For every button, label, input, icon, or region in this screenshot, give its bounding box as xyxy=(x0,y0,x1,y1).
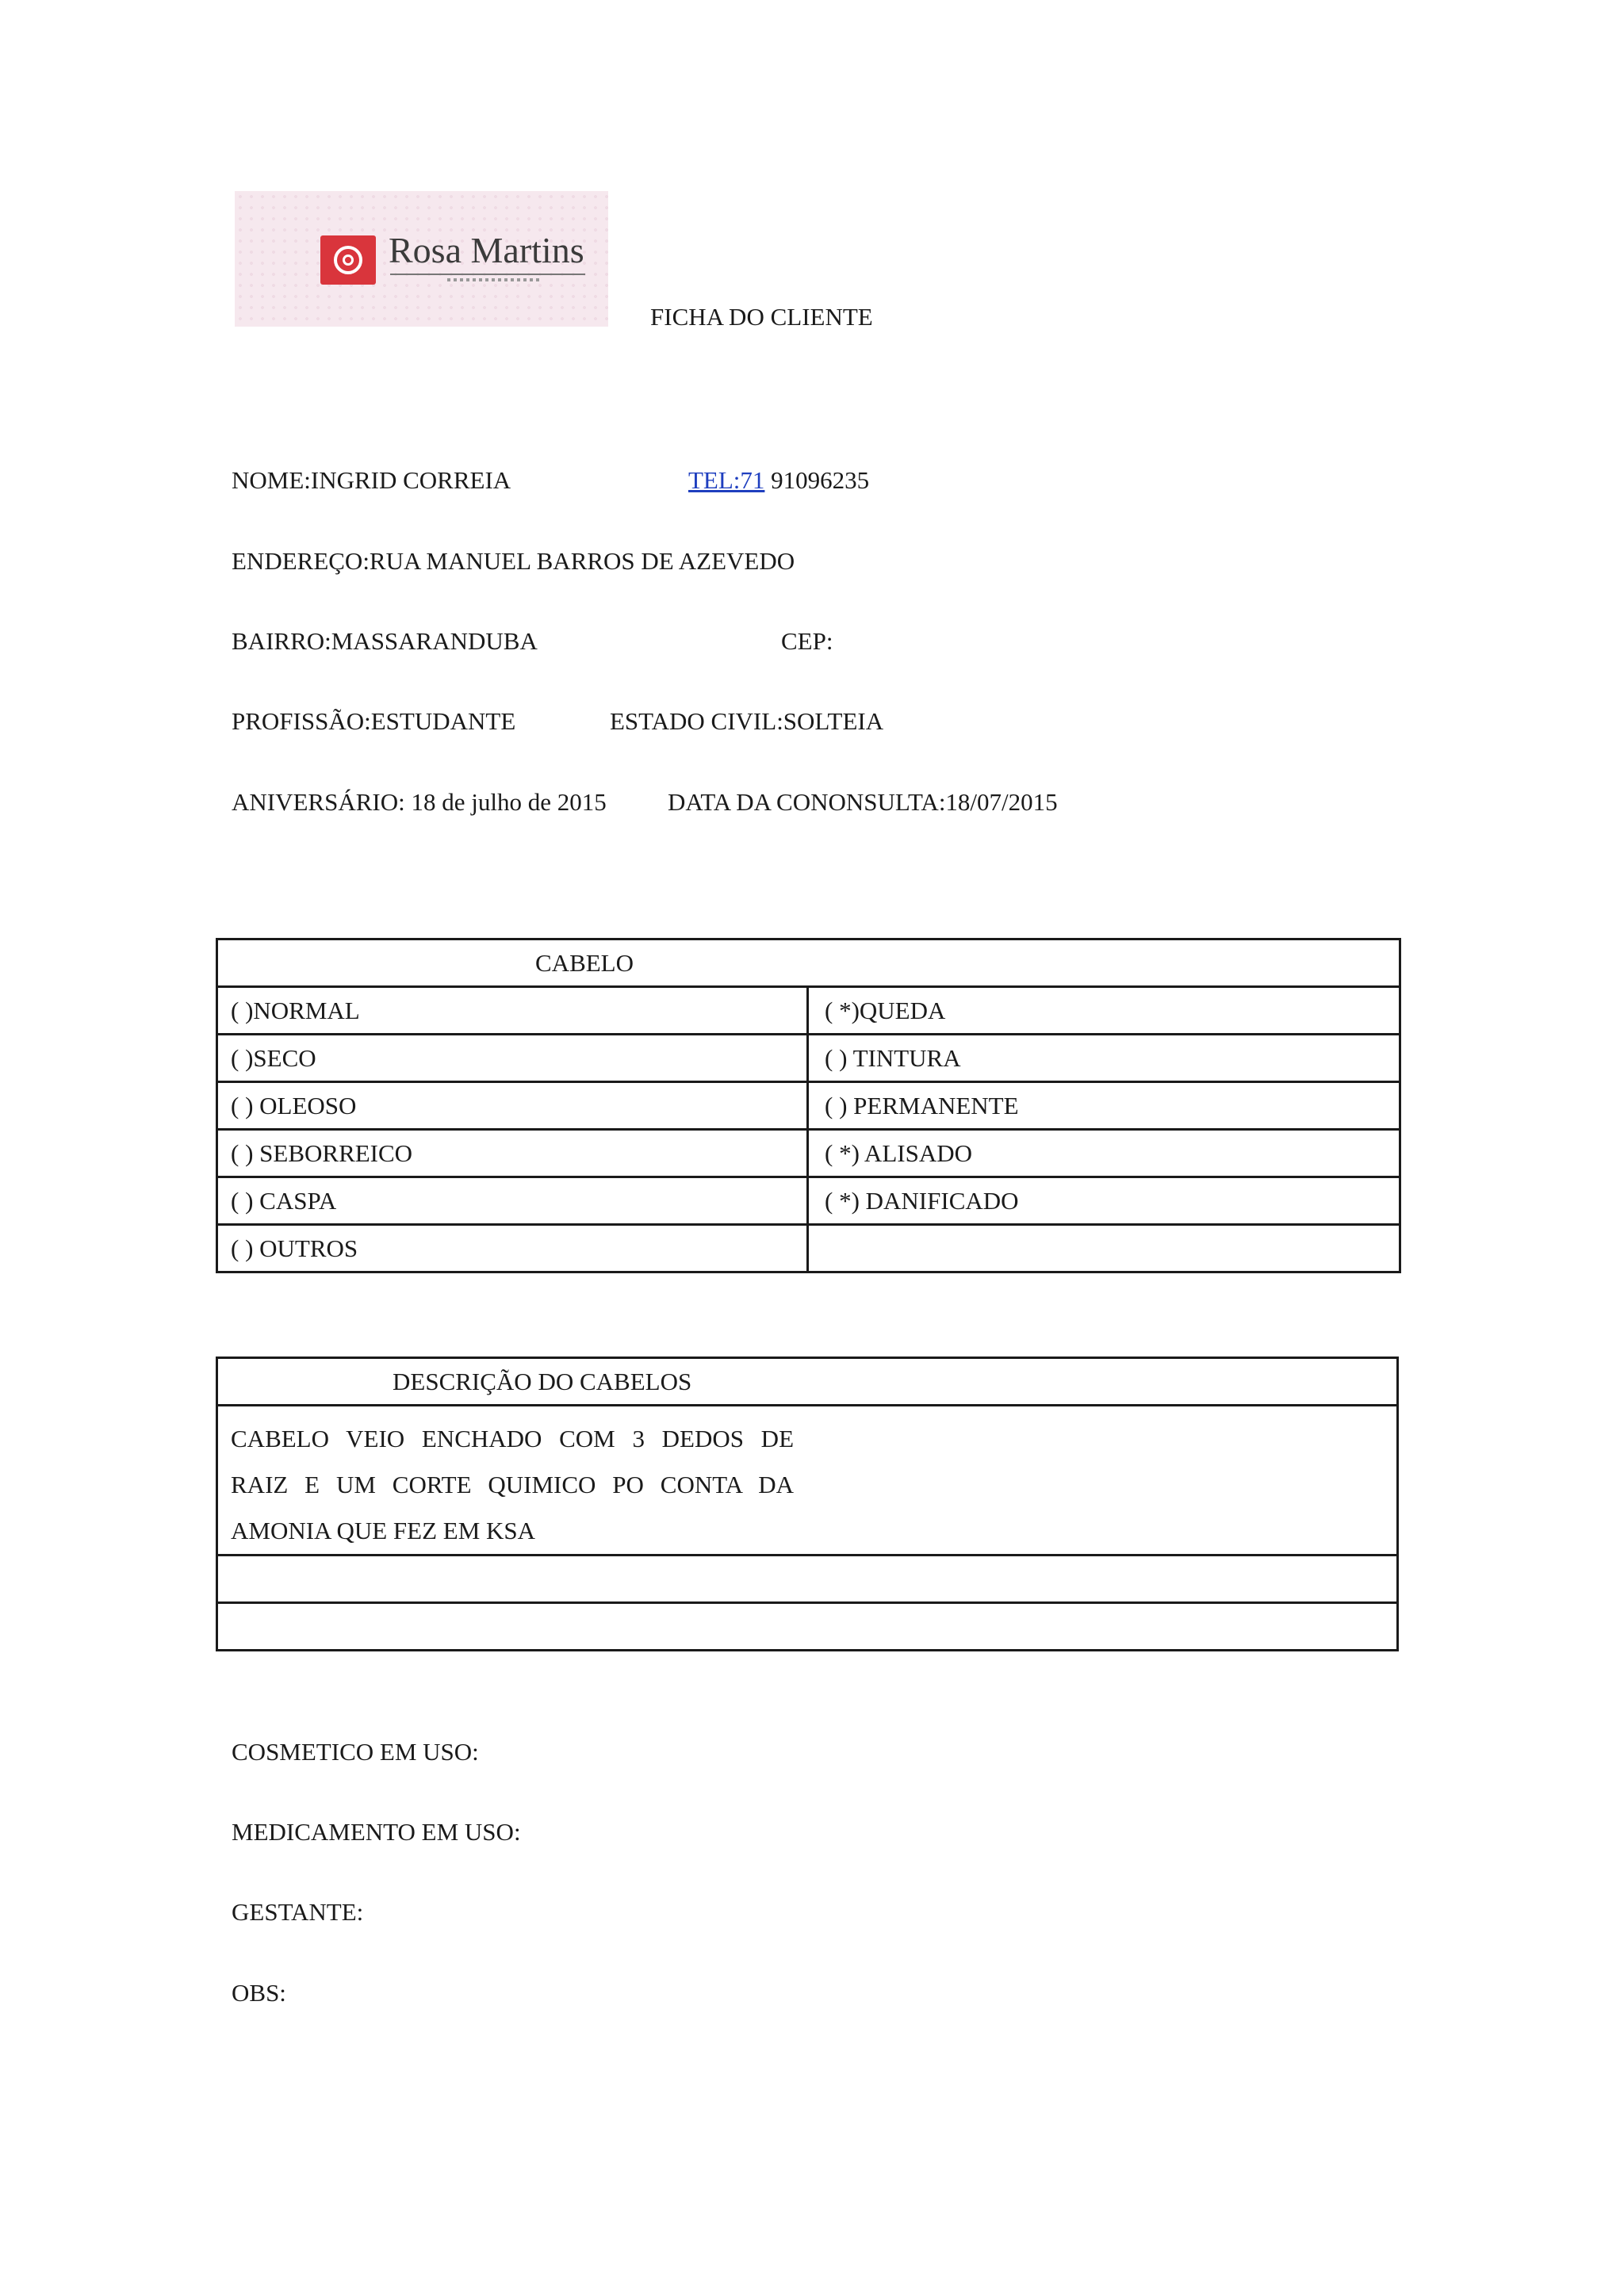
table-row xyxy=(217,1177,1400,1225)
table-row xyxy=(217,1035,1400,1082)
obs-field: OBS: xyxy=(232,1979,286,2007)
hair-option-queda: ( *)QUEDA xyxy=(808,987,1400,1035)
logo-tagline xyxy=(447,278,542,281)
hair-table-header: CABELO xyxy=(217,939,1400,987)
client-address: ENDEREÇO:RUA MANUEL BARROS DE AZEVEDO xyxy=(232,547,795,575)
page-title: FICHA DO CLIENTE xyxy=(650,303,873,331)
phone-number: 91096235 xyxy=(764,466,870,494)
pregnant-field: GESTANTE: xyxy=(232,1898,364,1926)
medication-field: MEDICAMENTO EM USO: xyxy=(232,1818,521,1846)
client-cep: CEP: xyxy=(781,627,833,655)
client-consult-date: DATA DA CONONSULTA:18/07/2015 xyxy=(668,788,1058,816)
client-name: NOME:INGRID CORREIA xyxy=(232,466,511,494)
description-line: AMONIA QUE FEZ EM KSA xyxy=(231,1517,536,1544)
hair-option-seborreico: ( ) SEBORREICO xyxy=(217,1130,808,1177)
hair-option-caspa: ( ) CASPA xyxy=(217,1177,808,1225)
description-table-header: DESCRIÇÃO DO CABELOS xyxy=(217,1358,1398,1406)
hair-option-danificado: ( *) DANIFICADO xyxy=(808,1177,1400,1225)
hair-option-seco: ( )SECO xyxy=(217,1035,808,1082)
hair-option-tintura: ( ) TINTURA xyxy=(808,1035,1400,1082)
description-text xyxy=(217,1406,1398,1556)
table-row xyxy=(217,1406,1398,1556)
client-birthday: ANIVERSÁRIO: 18 de julho de 2015 xyxy=(232,788,607,816)
description-line: RAIZ E UM CORTE QUIMICO PO CONTA DA xyxy=(231,1471,794,1498)
rose-icon xyxy=(320,235,376,285)
table-row xyxy=(217,1225,1400,1272)
hair-option-normal: ( )NORMAL xyxy=(217,987,808,1035)
table-row xyxy=(217,987,1400,1035)
cosmetic-field: COSMETICO EM USO: xyxy=(232,1738,479,1766)
table-row xyxy=(217,1082,1400,1130)
hair-option-alisado: ( *) ALISADO xyxy=(808,1130,1400,1177)
client-marital-status: ESTADO CIVIL:SOLTEIA xyxy=(610,707,884,735)
hair-option-permanente: ( ) PERMANENTE xyxy=(808,1082,1400,1130)
hair-table xyxy=(216,938,1401,1273)
client-phone xyxy=(688,466,869,495)
description-line: CABELO VEIO ENCHADO COM 3 DEDOS DE xyxy=(231,1425,794,1452)
hair-option-oleoso: ( ) OLEOSO xyxy=(217,1082,808,1130)
company-logo xyxy=(235,191,608,327)
table-row xyxy=(217,1130,1400,1177)
table-row xyxy=(217,1603,1398,1651)
hair-option-empty xyxy=(808,1225,1400,1272)
phone-link[interactable]: TEL:71 xyxy=(688,466,765,494)
hair-option-outros: ( ) OUTROS xyxy=(217,1225,808,1272)
logo-brand-name: Rosa Martins xyxy=(389,230,584,270)
logo-underline xyxy=(390,274,585,275)
table-row xyxy=(217,1556,1398,1603)
description-empty-row xyxy=(217,1556,1398,1603)
description-table xyxy=(216,1357,1399,1651)
client-neighborhood: BAIRRO:MASSARANDUBA xyxy=(232,627,538,655)
description-empty-row xyxy=(217,1603,1398,1651)
client-profession: PROFISSÃO:ESTUDANTE xyxy=(232,707,516,735)
